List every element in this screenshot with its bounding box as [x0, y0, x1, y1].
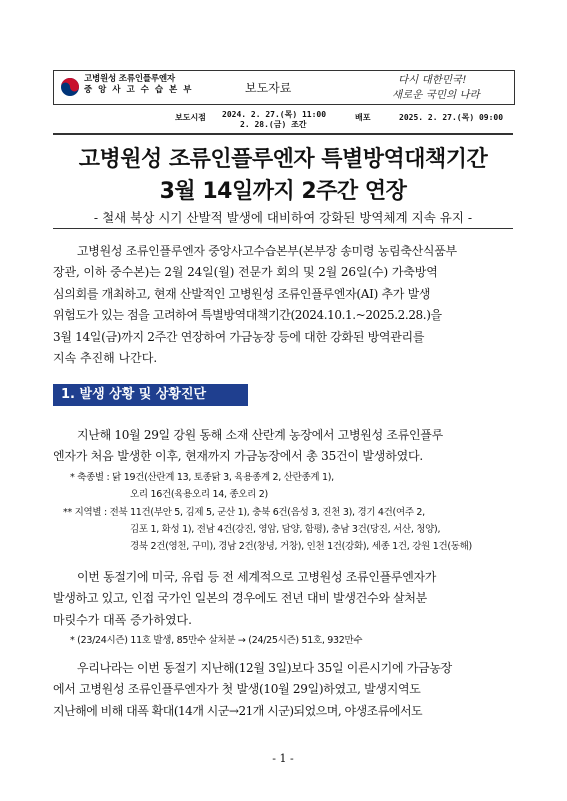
press-release-label: 보도자료 [245, 81, 292, 95]
title-line2: 3월 14일까지 2주간 연장 [159, 179, 407, 204]
release-label: 보도시점 [175, 113, 206, 122]
page-number: - 1 - [272, 752, 294, 765]
note-region-line1: ** 지역별 : 전북 11건(부안 5, 김제 5, 군산 1), 충북 6건(음성 3, 진천 3), 경기 4건(여주 2, [63, 507, 425, 518]
section-1-heading: 1. 발생 상황 및 상황진단 [53, 384, 248, 406]
intro-line: 심의회를 개최하고, 현재 산발적인 고병원성 조류인플루엔자(AI) 추가 발생 [53, 286, 431, 301]
korea-line: 지난해에 비해 대폭 확대(14개 시군→21개 시군)되었으며, 야생조류에서도 [53, 703, 423, 718]
agency-line1: 고병원성 조류인플루엔자 [84, 74, 175, 84]
distribution-label: 배포 [355, 113, 371, 122]
divider-bottom [53, 228, 513, 229]
intro-line: 장관, 이하 중수본)는 2월 24일(월) 전문가 회의 및 2월 26일(수) 가축방역 [53, 265, 438, 280]
taegeuk-logo-icon [60, 77, 80, 97]
release-time-line2: 2. 28.(금) 조간 [240, 120, 307, 129]
agency-line2: 중 앙 사 고 수 습 본 부 [84, 85, 193, 95]
release-time-line1: 2024. 2. 27.(목) 11:00 [222, 110, 327, 119]
global-line: 이번 동절기에 미국, 유럽 등 전 세계적으로 고병원성 조류인플루엔자가 [77, 570, 437, 584]
intro-line: 지속 추진해 나간다. [53, 351, 158, 366]
global-line: 발생하고 있고, 인접 국가인 일본의 경우에도 전년 대비 발생건수와 살처분 [53, 591, 427, 606]
korea-line: 우리나라는 이번 동절기 지난해(12월 3일)보다 35일 이른시기에 가금농장 [77, 661, 452, 675]
note-species-line2: 오리 16건(육용오리 14, 종오리 2) [130, 489, 268, 500]
situation-paragraph [53, 425, 513, 468]
note-region-line2: 김포 1, 화성 1), 전남 4건(강진, 영암, 담양, 함평), 충남 3건(당진, 서산, 청양), [130, 524, 441, 535]
note-species-line1: * 축종별 : 닭 19건(산란계 13, 토종닭 3, 육용종계 2, 산란종계 1), [70, 472, 334, 483]
situation-line: 엔자가 처음 발생한 이후, 현재까지 가금농장에서 총 35건이 발생하였다. [53, 449, 423, 464]
subtitle: - 철새 북상 시기 산발적 발생에 대비하여 강화된 방역체계 지속 유지 - [93, 210, 473, 225]
korea-line: 에서 고병원성 조류인플루엔자가 첫 발생(10월 29일)하였고, 발생지역도 [53, 682, 421, 697]
note-region-line3: 경북 2건(영천, 구미), 경남 2건(창녕, 거창), 인천 1건(강화), 세종 1건, 강원 1건(동해) [130, 541, 472, 552]
global-line: 마릿수가 대폭 증가하였다. [53, 612, 192, 627]
korea-paragraph [53, 658, 513, 722]
divider-top [53, 133, 513, 135]
intro-line: 3월 14일(금)까지 2주간 연장하여 가금농장 등에 대한 강화된 방역관리를 [53, 329, 425, 344]
slogan-logo [392, 71, 504, 103]
slogan-line2: 새로운 국민의 나라 [392, 89, 480, 101]
slogan-line1: 다시 대한민국! [398, 74, 467, 86]
title-line1: 고병원성 조류인플루엔자 특별방역대책기간 [78, 147, 488, 172]
note-japan: * (23/24시즌) 11호 발생, 85만수 살처분 → (24/25시즌) 51호, 932만수 [70, 635, 363, 646]
situation-line: 지난해 10월 29일 강원 동해 소재 산란계 농장에서 고병원성 조류인플루 [77, 428, 443, 442]
distribution-time: 2025. 2. 27.(목) 09:00 [399, 113, 504, 122]
intro-line: 고병원성 조류인플루엔자 중앙사고수습본부(본부장 송미령 농림축산식품부 [77, 244, 457, 258]
intro-line: 위험도가 있는 점을 고려하여 특별방역대책기간(2024.10.1.~2025.2.28.)을 [53, 308, 442, 323]
agency-name [84, 74, 193, 96]
intro-paragraph [53, 241, 513, 369]
global-paragraph [53, 567, 513, 631]
